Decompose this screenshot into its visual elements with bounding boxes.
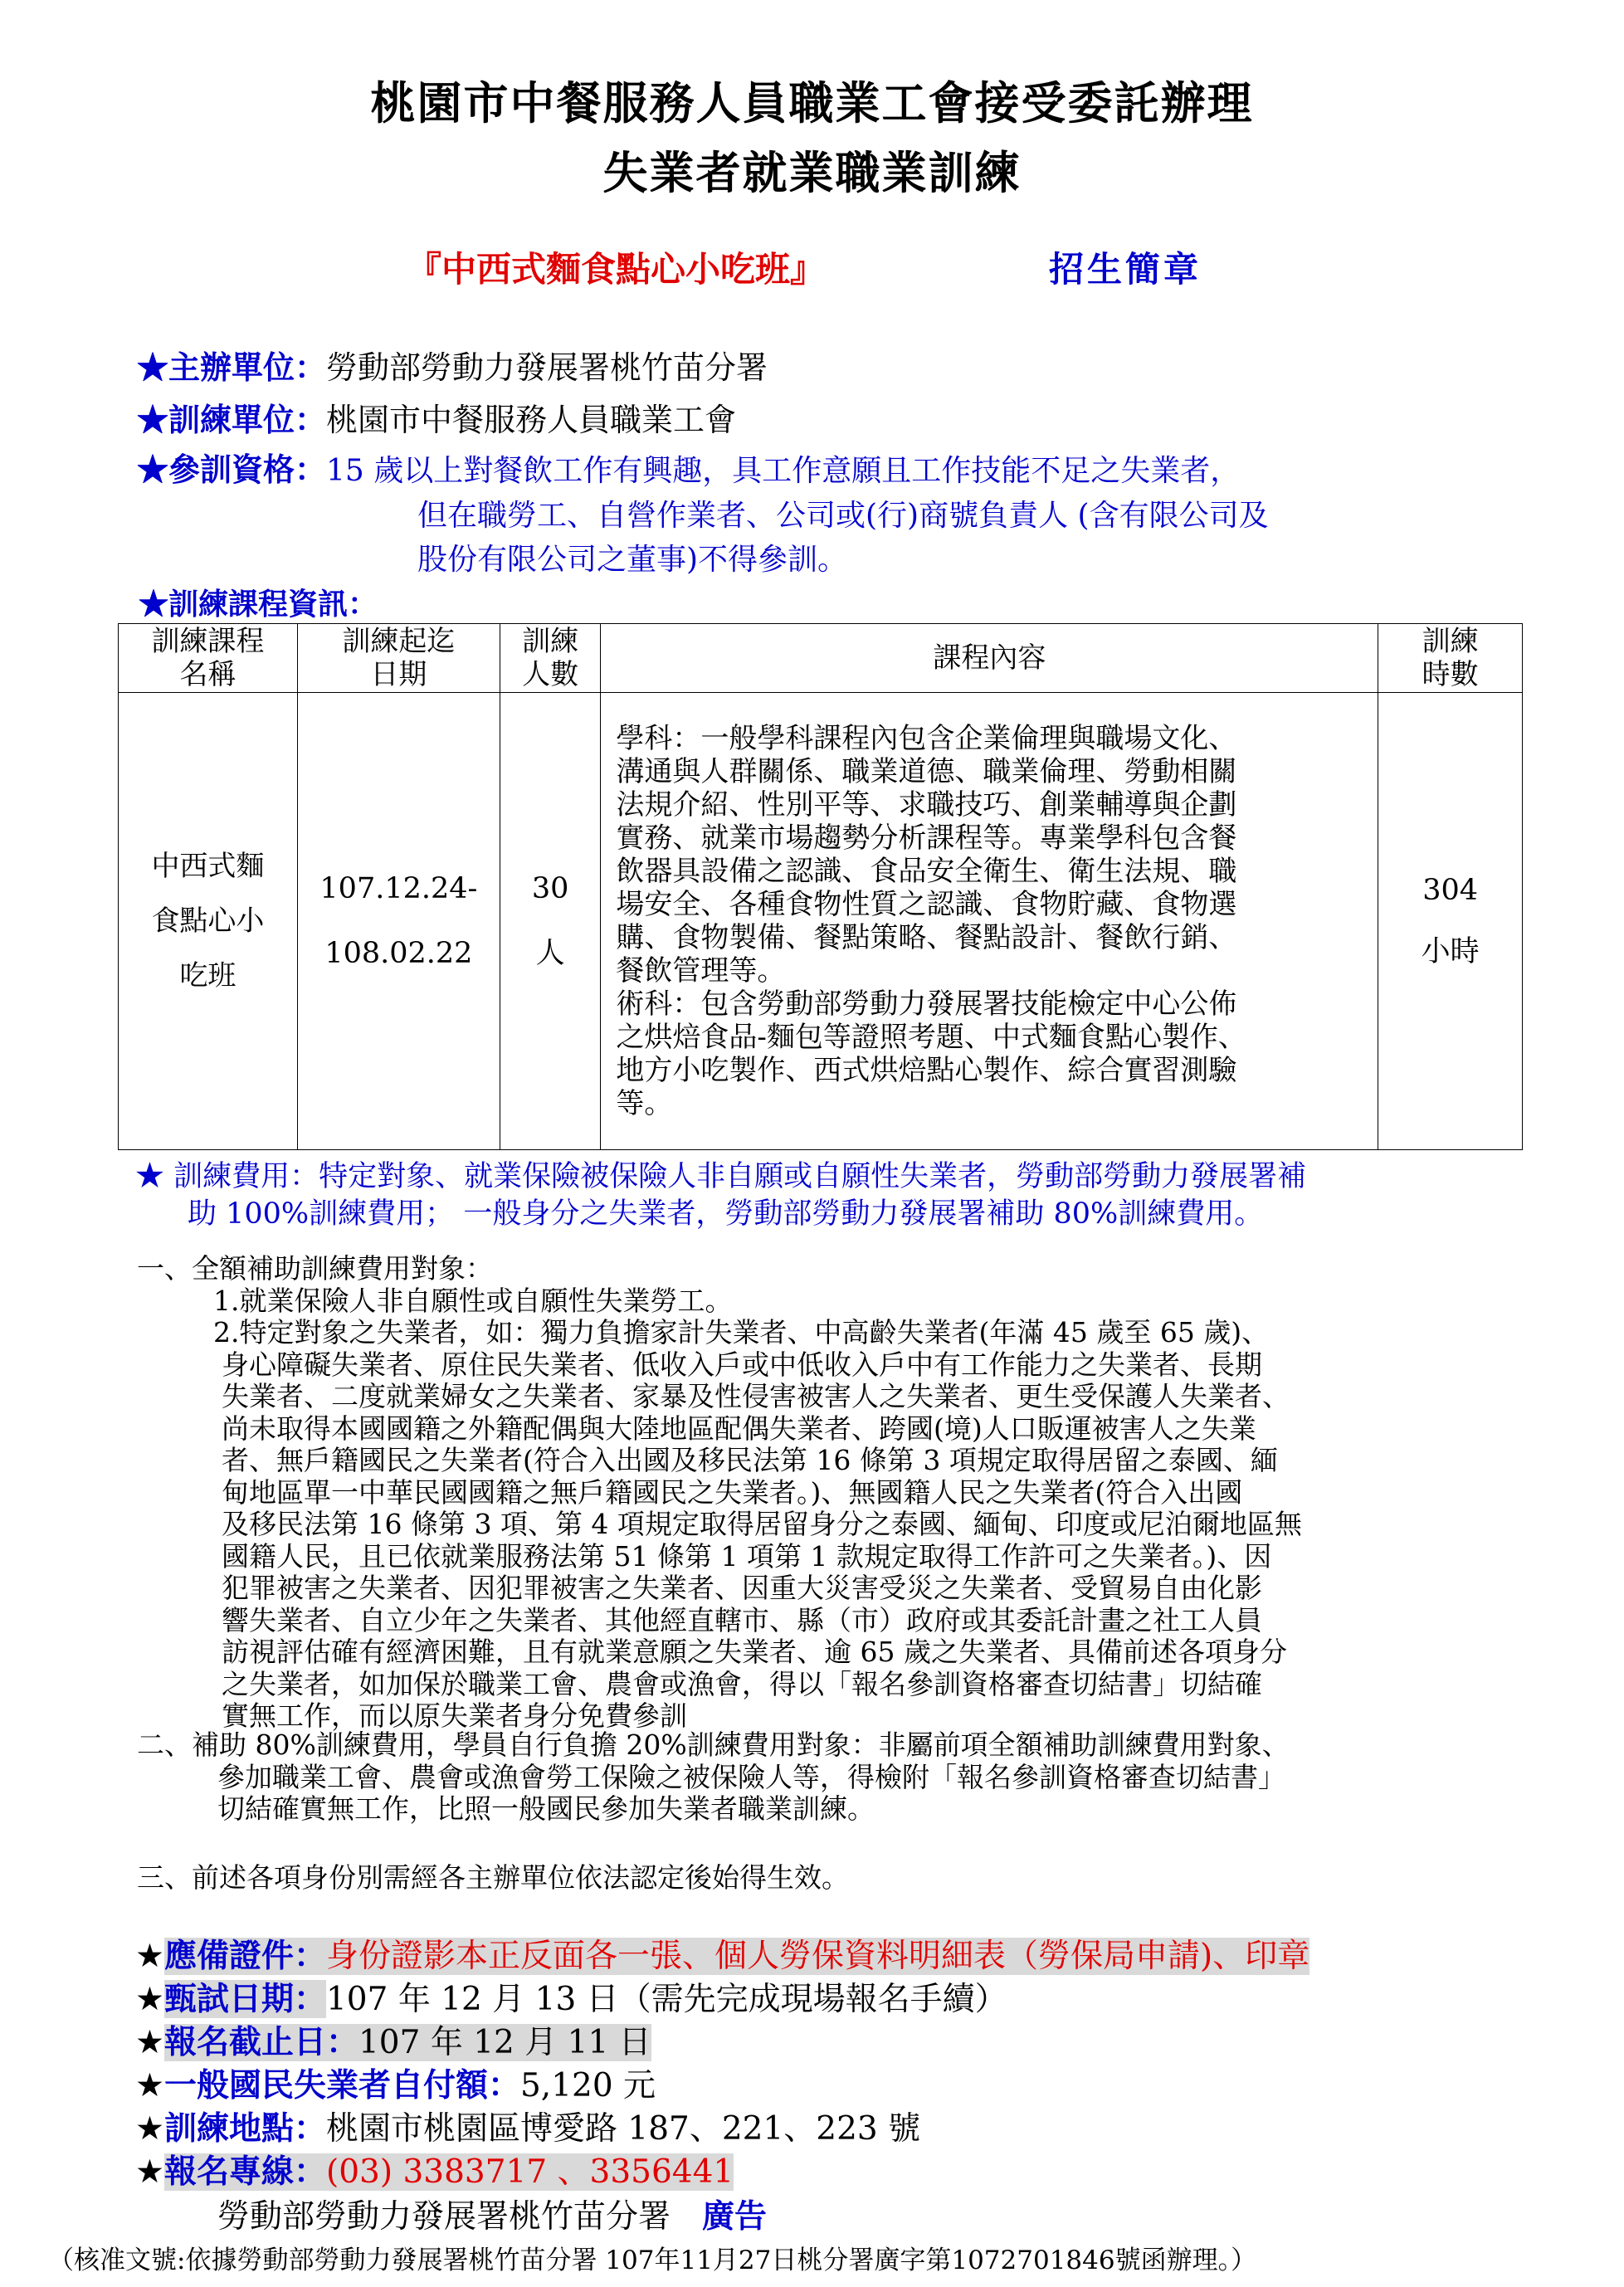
deadline-line: ★報名截止日：107 年 12 月 11 日 [135,2023,651,2061]
class-name: 『中西式麵食點心小吃班』 [407,249,826,290]
course-name-cell: 中西式麵 食點心小 吃班 [119,693,298,1150]
ad-line [217,2191,767,2237]
ad-organization: 勞動部勞動力發展署桃竹苗分署 [217,2198,671,2236]
eligibility-line [137,444,1240,490]
self-pay-label: 一般國民失業者自付額： [163,2066,520,2104]
course-count-cell: 30 人 [500,693,601,1150]
course-hours-cell: 304 小時 [1378,693,1523,1150]
trainer-line [137,394,736,440]
header-count: 訓練 人數 [500,624,601,693]
deadline-value: 107 年 12 月 11 日 [358,2024,651,2061]
phone-line: ★報名專線：(03) 3383717 、3356441 [135,2153,734,2191]
section-2: 二、補助 80%訓練費用，學員自行負擔 20%訓練費用對象：非屬前項全額補助訓練費用對象、 參加職業工會、農會或漁會勞工保險之被保險人等，得檢附「報名參訓資格審查切結書」 切結確實無工作，比照一般國民參加失業者職業訓練。 [137,1729,1290,1825]
header-period: 訓練起迄 日期 [297,624,500,693]
header-hours: 訓練 時數 [1378,624,1523,693]
location-label: 訓練地點： [163,2109,326,2148]
trainer-value: 桃園市中餐服務人員職業工會 [326,402,737,438]
section-3: 三、前述各項身份別需經各主辦單位依法認定後始得生效。 [137,1861,849,1894]
documents-value: 身份證影本正反面各一張、個人勞保資料明細表（勞保局申請)、印章 [325,1938,1310,1975]
organizer-line [137,342,768,388]
exam-date-line: ★甄試日期：107 年 12 月 13 日（需先完成現場報名手續） [135,1980,1007,2018]
location-line: ★訓練地點：桃園市桃園區博愛路 187、221、223 號 [135,2109,921,2148]
trainer-label: ★訓練單位： [137,401,327,438]
course-period-cell: 107.12.24- 108.02.22 [297,693,500,1150]
brochure-label: 招生簡章 [1049,249,1202,290]
documents-line: ★應備證件：身份證影本正反面各一張、個人勞保資料明細表（勞保局申請)、印章 [135,1937,1310,1975]
table-row [119,693,1523,1150]
ad-label: 廣告 [702,2197,768,2236]
phone-value: (03) 3383717 、3356441 [325,2153,734,2191]
fee-note-line2: 助 100%訓練費用； 一般身分之失業者，勞動部勞動力發展署補助 80%訓練費用。 [188,1197,1264,1231]
header-name: 訓練課程 名稱 [119,624,298,693]
fee-note-line1: ★ 訓練費用：特定對象、就業保險被保險人非自願或自願性失業者，勞動部勞動力發展署補 [135,1160,1307,1193]
location-value: 桃園市桃園區博愛路 187、221、223 號 [325,2110,921,2148]
deadline-label: 報名截止日： [163,2023,358,2061]
course-content-cell: 學科：一般學科課程內包含企業倫理與職場文化、 溝通與人群關係、職業道德、職業倫理、勞動相關 法規介紹、性別平等、求職技巧、創業輔導與企劃 實務、就業市場趨勢分析課程等。專業學科包含餐 飲器具設備之認識、食品安全衛生、衛生法規、職 場安全、各種食物性質之認識、食物貯藏、食物選 購、食物製備、餐點策略、餐點設計、餐飲行銷、 餐飲管理等。 術科：包含勞動部勞動力發展署技能檢定中心公佈 之烘焙食品-麵包等證照考題、中式麵食點心製作、 地方小吃製作、西式烘焙點心製作、綜合實習測驗 等。 [601,693,1378,1150]
eligibility-label: ★參訓資格： [137,451,327,488]
page-title-line2: 失業者就業職業訓練 [602,147,1022,199]
organizer-value: 勞動部勞動力發展署桃竹苗分署 [326,349,768,386]
table-header-row [119,624,1523,693]
exam-date-value: 107 年 12 月 13 日（需先完成現場報名手續） [325,1981,1007,2018]
self-pay-value: 5,120 元 [519,2067,656,2104]
course-info-label: ★訓練課程資訊： [139,587,378,622]
phone-label: 報名專線： [163,2153,326,2191]
documents-label: 應備證件： [163,1937,326,1975]
header-content: 課程內容 [601,624,1378,693]
exam-date-label: 甄試日期： [163,1980,326,2018]
approval-note: （核准文號:依據勞動部勞動力發展署桃竹苗分署 107年11月27日桃分署廣字第1072701846號函辦理。） [48,2246,1257,2275]
page-title-line1: 桃園市中餐服務人員職業工會接受委託辦理 [370,77,1254,129]
eligibility-text-3: 股份有限公司之董事)不得參訓。 [417,543,848,577]
eligibility-text-2: 但在職勞工、自營作業者、公司或(行)商號負責人 (含有限公司及 [417,499,1269,533]
eligibility-text-1: 15 歲以上對餐飲工作有興趣，具工作意願且工作技能不足之失業者， [326,454,1241,488]
self-pay-line: ★一般國民失業者自付額：5,120 元 [135,2066,656,2104]
organizer-label: ★主辦單位： [137,349,327,386]
section-1: 一、全額補助訓練費用對象： 1.就業保險人非自願性或自願性失業勞工。 2.特定對象之失業者，如：獨力負擔家計失業者、中高齡失業者(年滿 45 歲至 65 歲)、 身心障礙失業者、原住民失業者、低收入戶或中低收入戶中有工作能力之失業者、長期 失業者、二度就業婦女之失業者、家暴及性侵害被害人之失業者、更生受保護人失業者、 尚未取得本國國籍之外籍配偶與大陸地區配偶失業者、跨國(境)人口販運被害人之失業 者、無戶籍國民之失業者(符合入出國及移民法第 16 條第 3 項規定取得居留之泰國、緬 甸地區單一中華民國國籍之無戶籍國民之失業者。)、無國籍人民之失業者(符合入出國 及移民法第 16 條第 3 項、第 4 項規定取得居留身分之泰國、緬甸、印度或尼泊爾地區無 國籍人民，且已依就業服務法第 51 條第 1 項第 1 款規定取得工作許可之失業者。)、因 犯罪被害之失業者、因犯罪被害之失業者、因重大災害受災之失業者、受貿易自由化影 響失業者、自立少年之失業者、其他經直轄市、縣（市）政府或其委託計畫之社工人員 訪視評估確有經濟困難，且有就業意願之失業者、逾 65 歲之失業者、具備前述各項身分 之失業者，如加保於職業工會、農會或漁會，得以「報名參訓資格審查切結書」切結確 實無工作，而以原失業者身分免費參訓 [137,1252,1302,1732]
course-table [118,623,1523,1150]
